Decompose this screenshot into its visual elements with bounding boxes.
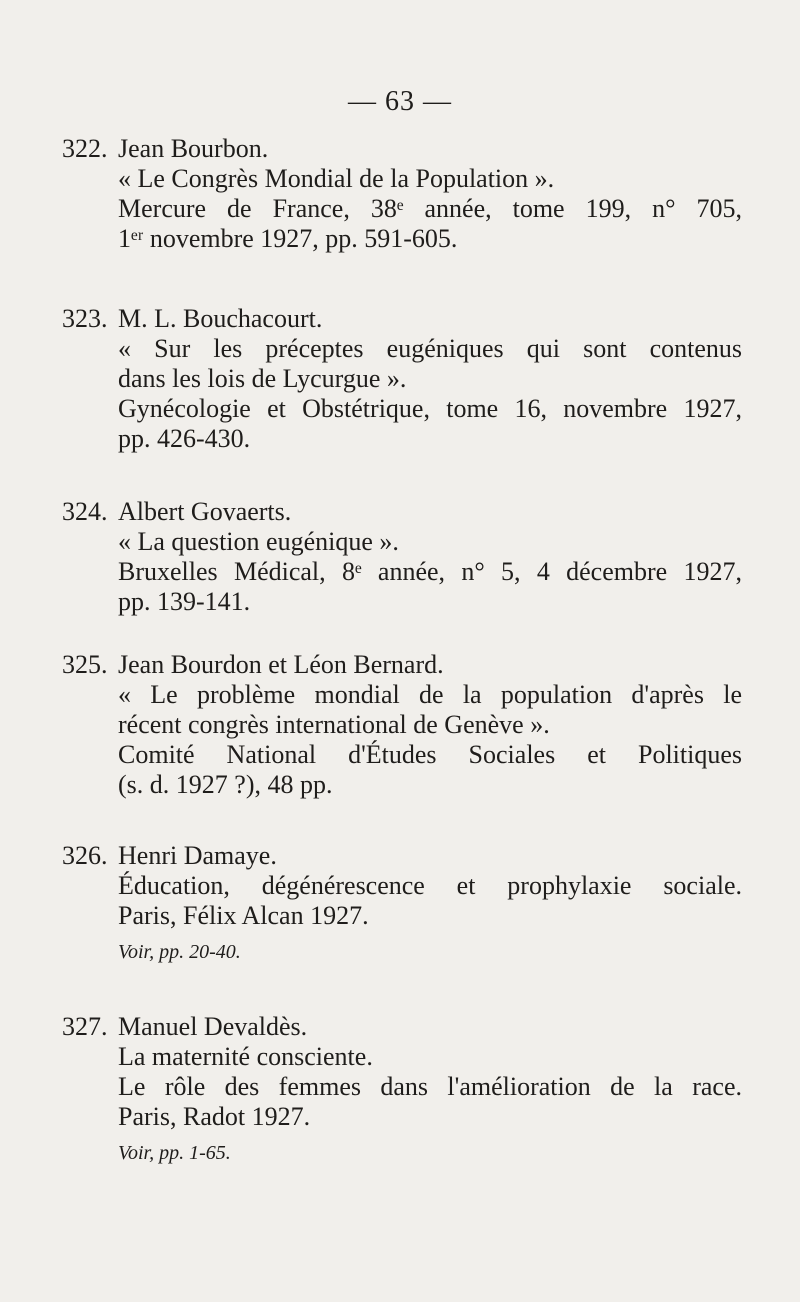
entry-source: Gynécologie et Obstétrique, tome 16, novembre 1927, (118, 394, 742, 423)
entry-note: Voir, pp. 20-40. (118, 941, 241, 963)
bibliography-entry (62, 650, 742, 800)
entry-author: Jean Bourdon et Léon Bernard. (118, 650, 444, 679)
entry-source: pp. 426-430. (118, 424, 251, 453)
bibliography-entry (62, 134, 742, 254)
entry-title: dans les lois de Lycurgue ». (118, 364, 407, 393)
entry-number: 322. (62, 134, 108, 163)
entry-author: Albert Govaerts. (118, 497, 292, 526)
entry-source: Paris, Radot 1927. (118, 1102, 311, 1131)
bibliography-entry (62, 497, 742, 617)
entry-number: 327. (62, 1012, 108, 1041)
entry-title: La maternité consciente. (118, 1042, 373, 1071)
page-number: — 63 — (348, 86, 452, 117)
bibliography-entry (62, 841, 742, 967)
entry-title: « Le Congrès Mondial de la Population ». (118, 164, 555, 193)
entry-source: Mercure de France, 38ᵉ année, tome 199, n° 705, (118, 194, 742, 223)
entry-title: « Le problème mondial de la population d'après le (118, 680, 742, 709)
bibliography-entry (62, 1012, 742, 1168)
entry-source: Bruxelles Médical, 8ᵉ année, n° 5, 4 décembre 1927, (118, 557, 742, 586)
entry-title: « La question eugénique ». (118, 527, 399, 556)
entry-author: Henri Damaye. (118, 841, 277, 870)
entry-author: M. L. Bouchacourt. (118, 304, 323, 333)
entry-title: Éducation, dégénérescence et prophylaxie sociale. (118, 871, 742, 900)
entry-number: 323. (62, 304, 108, 333)
entry-source: Comité National d'Études Sociales et Politiques (118, 740, 742, 769)
entry-author: Manuel Devaldès. (118, 1012, 308, 1041)
entry-source: (s. d. 1927 ?), 48 pp. (118, 770, 333, 799)
entry-author: Jean Bourbon. (118, 134, 269, 163)
entry-title: « Sur les préceptes eugéniques qui sont contenus (118, 334, 742, 363)
entry-source: pp. 139-141. (118, 587, 251, 616)
entry-number: 326. (62, 841, 108, 870)
entry-subtitle: Le rôle des femmes dans l'amélioration de la race. (118, 1072, 742, 1101)
entry-number: 325. (62, 650, 108, 679)
entry-number: 324. (62, 497, 108, 526)
entry-source: 1ᵉʳ novembre 1927, pp. 591-605. (118, 224, 458, 253)
entry-note: Voir, pp. 1-65. (118, 1142, 231, 1164)
entry-title: récent congrès international de Genève ». (118, 710, 550, 739)
entry-source: Paris, Félix Alcan 1927. (118, 901, 369, 930)
bibliography-entry (62, 304, 742, 454)
